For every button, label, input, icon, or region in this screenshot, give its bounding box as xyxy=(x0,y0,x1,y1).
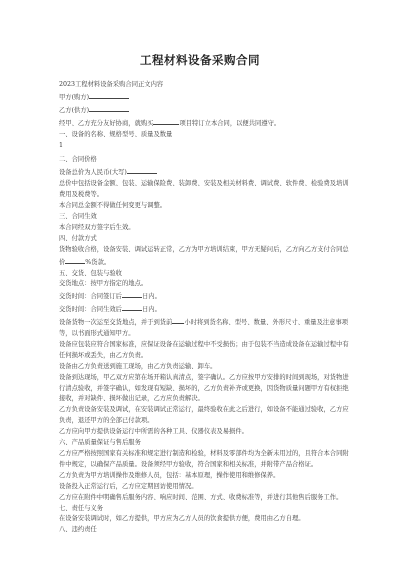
party-a-blank xyxy=(89,91,129,99)
installation-paragraph: 乙方负责设备安装及调试，在安装调试正常运行，最终验收在此之后进行，如设备不能通过验收，乙方应负责，退还甲方的全部已付款项。 xyxy=(59,406,349,425)
payment-paragraph: 货物验收合格，设备安装、调试运转正常，乙方为甲方培训结束，甲方无疑问后，乙方向乙方支付合同总价 %货款。 xyxy=(59,245,349,266)
party-b-line: 乙方(供方) xyxy=(59,104,349,117)
packaging-paragraph: 设备应包装应符合国家标准，应保证设备在运输过程中不受损伤；由于包装不当造成设备在运输过程中有任何损坏或丢失，由乙方负责。 xyxy=(59,340,349,359)
preamble-line: 经甲、乙方充分友好协商，就购买 项目特订立本合同，以便共同遵守。 xyxy=(59,117,349,130)
days-blank-2 xyxy=(122,303,142,311)
tools-line: 乙方应向甲方提供设备运行中所需的各种工具、仪器仪表及易损件。 xyxy=(59,428,248,436)
total-price-blank xyxy=(127,166,157,174)
transport-line: 设备由乙方负责送到施工现场，由乙方负责运输、卸车。 xyxy=(59,362,217,370)
section-1-text: 1 xyxy=(59,141,64,149)
section-heading-7: 七、责任与义务 xyxy=(59,504,104,512)
page-title: 工程材料设备采购合同 xyxy=(140,53,260,67)
obligations-line: 在设备安装调试时，如乙方提供，甲方应为乙方人员的饮食提供方便，费用由乙方自理。 xyxy=(59,515,305,523)
section-heading-4: 四、付款方式 xyxy=(59,234,97,242)
hours-blank xyxy=(172,316,184,324)
subtitle-line: 2023工程材料设备采购合同正文内容 xyxy=(59,81,164,88)
delivery-place-line: 交货地点：按甲方指定的地点。 xyxy=(59,280,148,288)
percent-blank xyxy=(65,256,85,264)
party-a-line: 甲方(购方) xyxy=(59,91,349,104)
inspection-paragraph: 设备到达现场，甲乙双方应第在场开箱认真清点，签字确认。乙方应按甲方安排的时间到现场，对货物进行清点验收，并签字确认，如发现有短缺、损坏的，乙方负责补齐或更换，因货物质量问题甲方有权拒绝接收，并对缺件、损坏做出记录，乙方应负责解决。 xyxy=(59,373,349,403)
delivery-notice-paragraph: 设备货物一次运至交货地点，并于到货前 小时将到货名称、型号、数量、外形尺寸、重量及注意事项等，以书面形式通知甲方。 xyxy=(59,316,349,340)
days-blank-1 xyxy=(122,290,142,298)
after-sales-paragraph: 乙方应在附件中明确售后服务内容、响应时间、范围、方式、收费标准等，并进行其他售后服务工作。 xyxy=(59,493,343,501)
project-blank xyxy=(153,117,179,125)
party-b-blank xyxy=(89,104,129,112)
section-heading-1: 一、设备的名称、规格型号、质量及数量 xyxy=(59,130,173,138)
price-fixed-line: 本合同总金额不得做任何变更与调整。 xyxy=(59,202,167,210)
contract-body xyxy=(59,80,349,536)
total-price-line: 设备总价为人民币(大写) xyxy=(59,166,349,179)
training-line: 乙方负责为甲方培训操作及维修人员，包括：基本原理，操作使用和维修保养。 xyxy=(59,471,280,479)
delivery-time-line-2: 交货时间：合同生效后 日内。 xyxy=(59,303,349,316)
section-heading-2: 二、合同价格 xyxy=(59,156,97,164)
price-includes-paragraph: 总价中包括设备金额、包装、运输保险费、装卸费、安装及相关材料费、调试费、软件费、检验费及培训费用及税费等。 xyxy=(59,180,349,199)
effective-line: 本合同经双方签字后生效。 xyxy=(59,223,135,231)
section-heading-6: 六、产品质量保证与售后服务 xyxy=(59,439,141,447)
quality-paragraph: 乙方应严格按照国家有关标准和规定进行制造和检验，材料及零部件均为全新未用过的，且符合本合同附件中规定，以确保产品质量。设备须经甲方验收，符合国家和相关标准，并附带产品合格证。 xyxy=(59,450,349,468)
section-heading-3: 三、合同生效 xyxy=(59,212,97,220)
section-heading-8: 八、违约责任 xyxy=(59,526,97,534)
delivery-time-line-1: 交货时间：合同签订后 日内。 xyxy=(59,290,349,303)
revisit-line: 设备投入正常运行后，乙方应定期回访使用情况。 xyxy=(59,482,198,490)
section-heading-5: 五、交货、包装与验收 xyxy=(59,269,122,277)
